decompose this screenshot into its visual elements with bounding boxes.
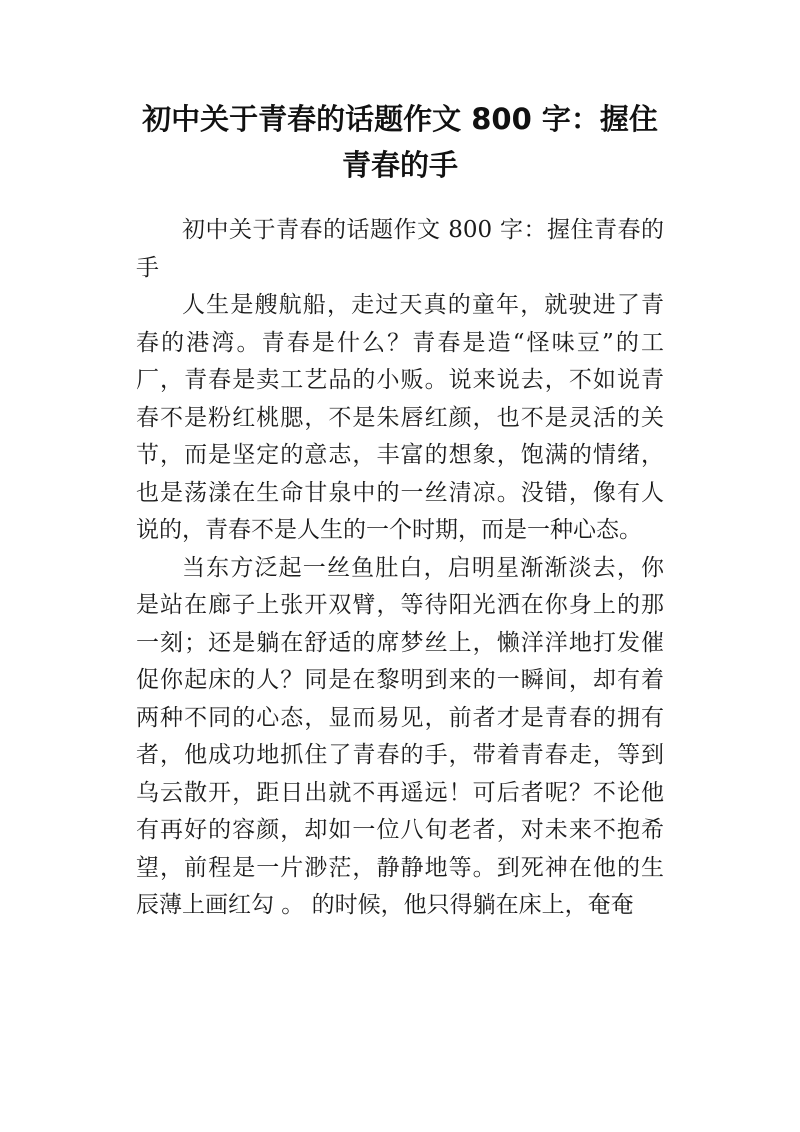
document-title: 初中关于青春的话题作文 800 字：握住青春的手	[142, 102, 658, 182]
document-body	[136, 212, 664, 925]
paragraph-1: 人生是艘航船，走过天真的童年，就驶进了青春的港湾。青春是什么？青春是造“怪味豆”的工厂，青春是卖工艺品的小贩。说来说去，不如说青春不是粉红桃腮，不是朱唇红颜，也不是灵活的关节，而是坚定的意志，丰富的想象，饱满的情绪，也是荡漾在生命甘泉中的一丝清凉。没错，像有人说的，青春不是人生的一个时期，而是一种心态。	[136, 292, 664, 543]
paragraph-2: 当东方泛起一丝鱼肚白，启明星渐渐淡去，你是站在廊子上张开双臂，等待阳光洒在你身上的那一刻；还是躺在舒适的席梦丝上，懒洋洋地打发催促你起床的人？同是在黎明到来的一瞬间，却有着两种不同的心态，显而易见，前者才是青春的拥有者，他成功地抓住了青春的手，带着青春走，等到乌云散开，距日出就不再遥远！可后者呢？不论他有再好的容颜，却如一位八旬老者，对未来不抱希望，前程是一片渺茫，静静地等。到死神在他的生辰薄上画红勾 。 的时候，他只得躺在床上，奄奄	[136, 554, 664, 918]
paragraph-subtitle: 初中关于青春的话题作文 800 字：握住青春的手	[136, 217, 664, 281]
